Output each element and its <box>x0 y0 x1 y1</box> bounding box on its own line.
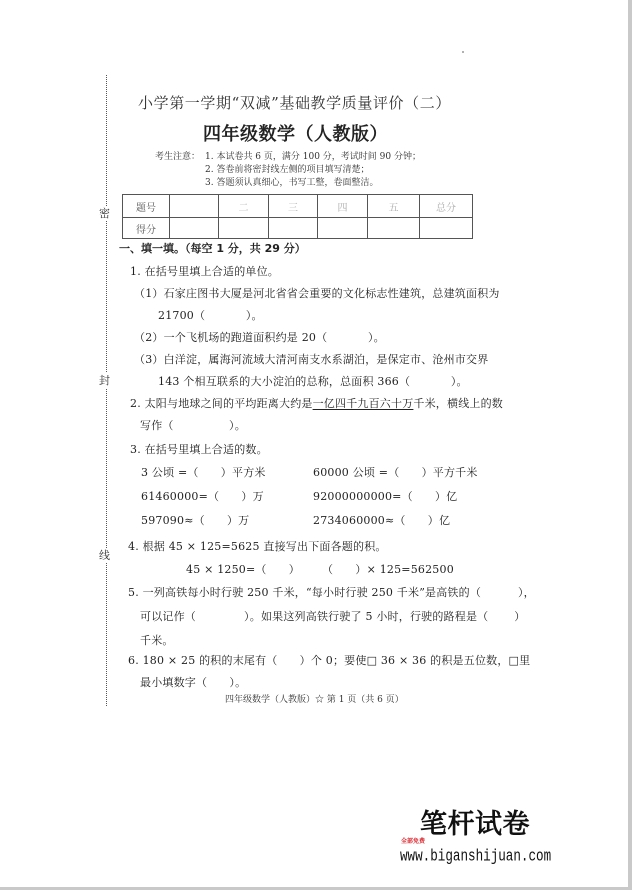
question-3-item: 92000000000=（ ）亿 <box>313 490 458 503</box>
score-cell-total <box>420 218 473 239</box>
score-cell <box>318 218 368 239</box>
question-2-line-2: 写作（ ）。 <box>140 419 246 432</box>
question-1-sub-3-blank: 143 个相互联系的大小淀泊的总称，总面积 366（ ）。 <box>158 375 468 388</box>
notice-item: 3. 答题须认真细心，书写工整，卷面整洁。 <box>205 178 379 188</box>
exam-title: 小学第一学期“双减”基础教学质量评价（二） <box>138 94 451 112</box>
column-header <box>170 195 219 218</box>
question-5-line-2: 可以记作（ ）。如果这列高铁行驶了 5 小时，行驶的路程是（ ） <box>140 610 526 623</box>
column-header: 四 <box>318 195 368 218</box>
page-footer: 四年级数学（人教版）☆ 第 1 页（共 6 页） <box>225 695 404 705</box>
column-header-total: 总分 <box>420 195 473 218</box>
seal-label-xian: 线 <box>99 549 110 562</box>
score-cell <box>170 218 219 239</box>
question-6-line-2: 最小填数字（ ）。 <box>140 676 247 689</box>
question-3-item: 2734060000≈（ ）亿 <box>313 514 451 527</box>
section-title: 一、填一填。（每空 1 分，共 29 分） <box>119 242 306 255</box>
seal-label-mi: 密 <box>99 207 110 220</box>
question-1-sub-1-blank: 21700（ ）。 <box>158 309 263 322</box>
question-3-item: 61460000=（ ）万 <box>141 490 264 503</box>
question-1-sub-1: （1）石家庄图书大厦是河北省省会重要的文化标志性建筑，总建筑面积为 <box>134 287 500 300</box>
exam-subtitle: 四年级数学（人教版） <box>203 124 388 145</box>
question-5-line-3: 千米。 <box>140 634 174 647</box>
question-4-stem: 4. 根据 45 × 125=5625 直接写出下面各题的积。 <box>128 540 387 553</box>
notice-label: 考生注意： <box>155 152 201 162</box>
watermark-brand: 笔杆试卷 <box>420 809 530 840</box>
question-5-line-1: 5. 一列高铁每小时行驶 250 千米，“每小时行驶 250 千米”是高铁的（ ）， <box>128 586 535 599</box>
score-cell <box>269 218 318 239</box>
question-2-text: 千米，横线上的数 <box>413 397 504 410</box>
question-3-item: 60000 公顷 =（ ）平方千米 <box>313 466 478 479</box>
question-1-sub-2: （2）一个飞机场的跑道面积约是 20（ ）。 <box>134 331 385 344</box>
question-1-sub-3: （3）白洋淀，属海河流域大清河南支水系湖泊，是保定市、沧州市交界 <box>134 353 489 366</box>
score-table <box>122 194 473 239</box>
question-3-stem: 3. 在括号里填上合适的数。 <box>130 443 268 456</box>
scan-speck <box>462 51 464 53</box>
column-header: 五 <box>368 195 420 218</box>
score-cell <box>368 218 420 239</box>
score-cell <box>219 218 269 239</box>
question-1-stem: 1. 在括号里填上合适的单位。 <box>130 265 279 278</box>
question-4-item: （ ）× 125=562500 <box>322 563 454 576</box>
score-table-score-row <box>123 218 473 239</box>
question-3-item: 597090≈（ ）万 <box>141 514 250 527</box>
watermark-url: www.biganshijuan.com <box>400 847 552 866</box>
question-2-underlined-number: 一亿四千九百六十万 <box>312 397 414 410</box>
row-header-question-number: 题号 <box>123 195 170 218</box>
page-edge-right <box>628 0 632 890</box>
notice-item: 1. 本试卷共 6 页，满分 100 分，考试时间 90 分钟； <box>205 152 421 162</box>
question-2-text: 2. 太阳与地球之间的平均距离大约是 <box>130 397 313 410</box>
row-header-score: 得分 <box>123 218 170 239</box>
seal-label-feng: 封 <box>99 374 110 387</box>
question-6-line-1: 6. 180 × 25 的积的末尾有（ ）个 0；要使□ 36 × 36 的积是五位数，□里 <box>128 654 531 667</box>
seal-dotted-line <box>106 75 107 706</box>
question-3-item: 3 公顷 =（ ）平方米 <box>141 466 266 479</box>
column-header: 二 <box>219 195 269 218</box>
column-header: 三 <box>269 195 318 218</box>
watermark-tag: 全部免费 <box>401 838 426 845</box>
question-4-item: 45 × 1250=（ ） <box>186 563 300 576</box>
score-table-header-row <box>123 195 473 218</box>
notice-item: 2. 答卷前将密封线左侧的项目填写清楚； <box>205 165 370 175</box>
question-2-line-1 <box>130 397 503 411</box>
